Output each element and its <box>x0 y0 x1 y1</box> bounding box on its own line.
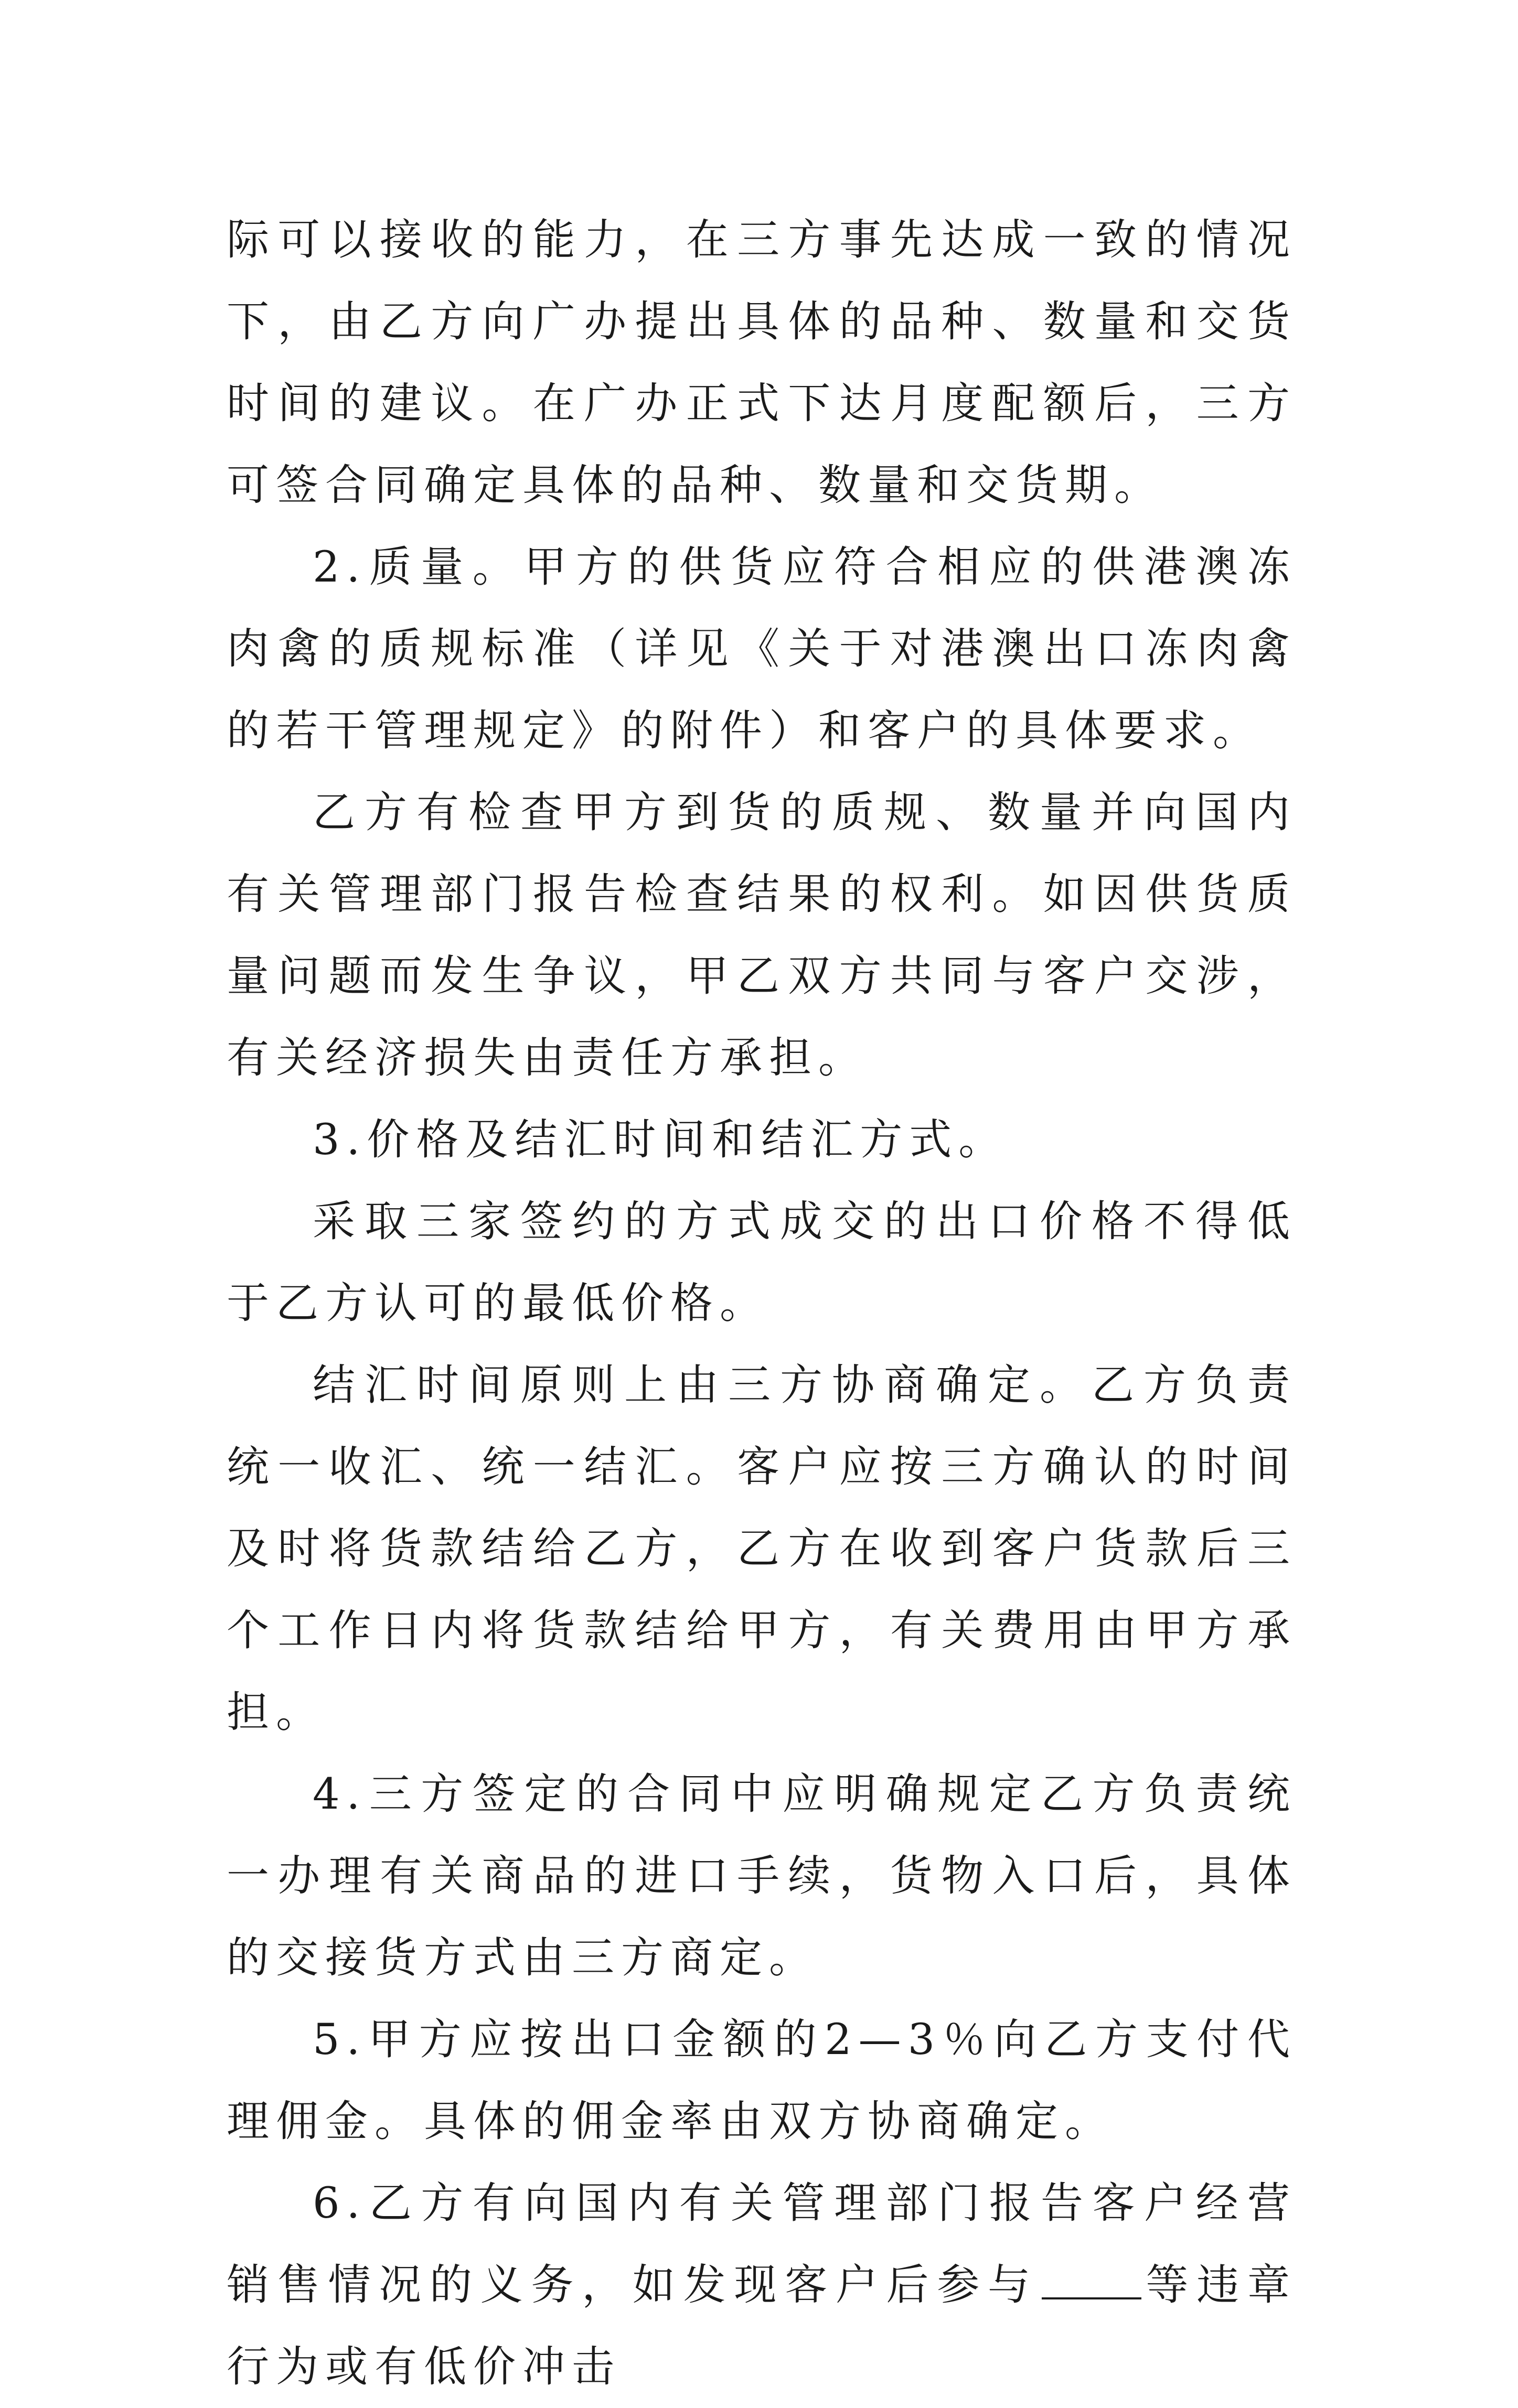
paragraph-1-text: 际可以接收的能力，在三方事先达成一致的情况下，由乙方向广办提出具体的品种、数量和交货时间的建议。在广办正式下达月度配额后，三方可签合同确定具体的品种、数量和交货期。 <box>227 216 1297 510</box>
paragraph-quality <box>227 526 1297 772</box>
paragraph-settlement <box>227 1345 1297 1754</box>
document-body <box>227 199 1297 2408</box>
paragraph-settlement-text: 结汇时间原则上由三方协商确定。乙方负责统一收汇、统一结汇。客户应按三方确认的时间及时将货款结给乙方，乙方在收到客户货款后三个工作日内将货款结给甲方，有关费用由甲方承担。 <box>227 1361 1297 1737</box>
paragraph-quality-text: 2.质量。甲方的供货应符合相应的供港澳冻肉禽的质规标准（详见《关于对港澳出口冻肉禽的若干管理规定》的附件）和客户的具体要求。 <box>227 543 1297 756</box>
paragraph-price-heading-text: 3.价格及结汇时间和结汇方式。 <box>313 1115 1008 1165</box>
paragraph-reporting <box>227 2163 1297 2408</box>
paragraph-commission-text: 5.甲方应按出口金额的2—3％向乙方支付代理佣金。具体的佣金率由双方协商确定。 <box>227 2015 1297 2146</box>
paragraph-min-price <box>227 1181 1297 1345</box>
paragraph-min-price-text: 采取三家签约的方式成交的出口价格不得低于乙方认可的最低价格。 <box>227 1197 1297 1328</box>
paragraph-1 <box>227 199 1297 526</box>
paragraph-inspection-text: 乙方有检查甲方到货的质规、数量并向国内有关管理部门报告检查结果的权利。如因供货质量问题而发生争议，甲乙双方共同与客户交涉，有关经济损失由责任方承担。 <box>227 788 1297 1083</box>
paragraph-inspection <box>227 772 1297 1099</box>
paragraph-price-heading <box>227 1099 1297 1181</box>
paragraph-reporting-text-b: 等违章行为或有低价冲击 <box>227 2261 1297 2392</box>
paragraph-commission <box>227 1999 1297 2163</box>
paragraph-import-procedures <box>227 1754 1297 1999</box>
paragraph-reporting-text-a: 6.乙方有向国内有关管理部门报告客户经营销售情况的义务，如发现客户后参与 <box>227 2179 1297 2310</box>
fill-in-blank <box>1042 2266 1141 2299</box>
paragraph-import-procedures-text: 4.三方签定的合同中应明确规定乙方负责统一办理有关商品的进口手续，货物入口后，具体的交接货方式由三方商定。 <box>227 1770 1297 1983</box>
